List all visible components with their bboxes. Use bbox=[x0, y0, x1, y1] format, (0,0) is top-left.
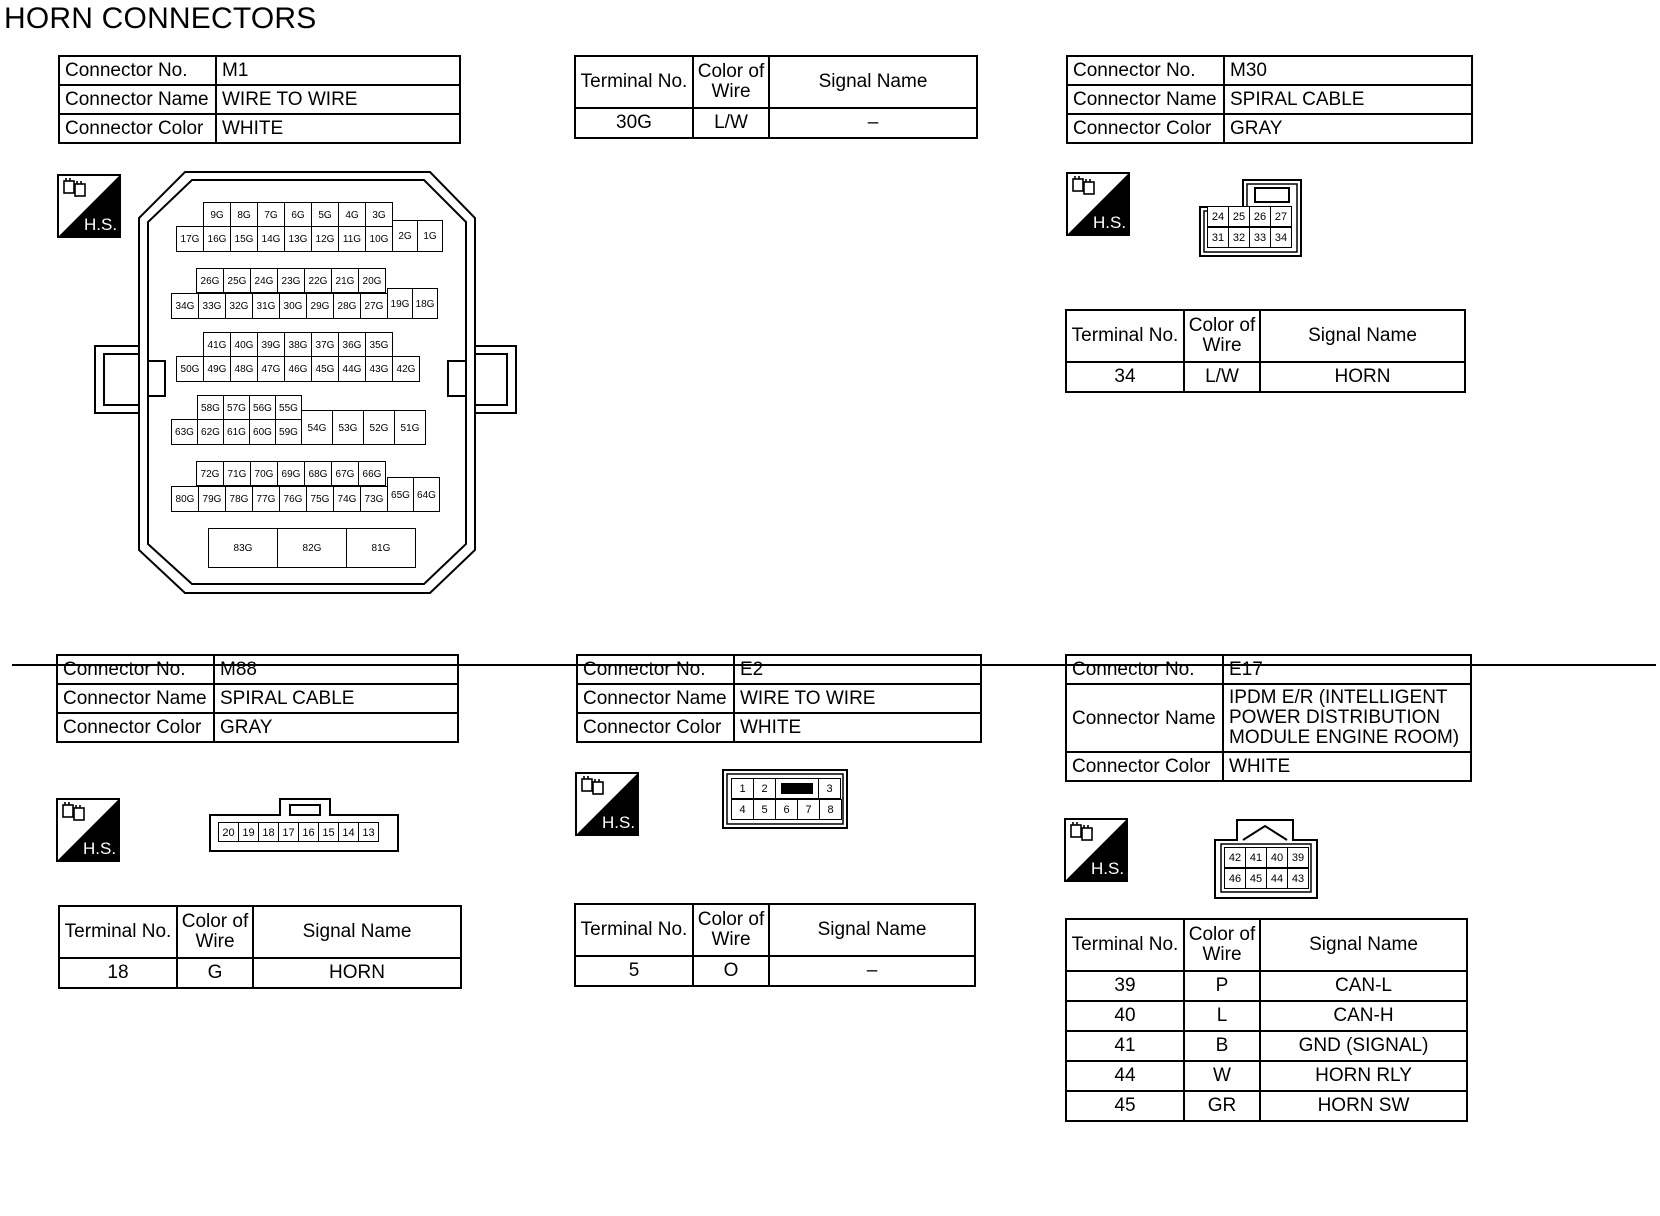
terminal-pin: 38G bbox=[284, 332, 312, 357]
m1-wire-cell: L/W bbox=[693, 108, 769, 138]
e2-info-table bbox=[576, 654, 982, 743]
terminal-pin: 71G bbox=[223, 461, 251, 486]
m30-info-table bbox=[1066, 55, 1473, 144]
terminal-pin: 23G bbox=[277, 268, 305, 293]
m88-terminal-cell: 18 bbox=[59, 958, 177, 988]
terminal-pin: 39G bbox=[257, 332, 285, 357]
terminal-pin: 41 bbox=[1245, 847, 1267, 868]
terminal-pin: 78G bbox=[225, 486, 253, 512]
page-title: HORN CONNECTORS bbox=[4, 2, 317, 35]
terminal-pin: 46G bbox=[284, 356, 312, 382]
terminal-pin: 69G bbox=[277, 461, 305, 486]
e17-terminal-header: Terminal No. bbox=[1066, 919, 1184, 971]
terminal-pin: 16G bbox=[203, 226, 231, 252]
e17-signal-cell: HORN RLY bbox=[1260, 1061, 1467, 1091]
terminal-pin: 3 bbox=[818, 778, 841, 799]
m1-no-value: M1 bbox=[216, 56, 460, 85]
m88-signal-header: Signal Name bbox=[253, 906, 461, 958]
m1-signal-table bbox=[574, 55, 978, 139]
terminal-pin: 54G bbox=[301, 410, 333, 445]
m88-name-label: Connector Name bbox=[57, 684, 214, 713]
terminal-pin: 19 bbox=[238, 822, 259, 842]
terminal-pin: 25 bbox=[1228, 206, 1250, 227]
terminal-pin: 77G bbox=[252, 486, 280, 512]
e17-wire-cell: P bbox=[1184, 971, 1260, 1001]
terminal-pin: 82G bbox=[277, 528, 347, 568]
terminal-pin: 24G bbox=[250, 268, 278, 293]
terminal-pin: 36G bbox=[338, 332, 366, 357]
m1-color-label: Connector Color bbox=[59, 114, 216, 143]
terminal-pin: 75G bbox=[306, 486, 334, 512]
terminal-pin: 1G bbox=[417, 220, 443, 252]
blocked-cavity bbox=[775, 778, 819, 799]
terminal-pin: 15 bbox=[318, 822, 339, 842]
terminal-pin: 67G bbox=[331, 461, 359, 486]
hs-label: H.S. bbox=[84, 215, 118, 234]
terminal-pin: 62G bbox=[197, 419, 224, 445]
terminal-pin: 2G bbox=[392, 220, 418, 252]
harness-side-icon bbox=[1066, 172, 1130, 236]
m30-terminal-cell: 34 bbox=[1066, 362, 1184, 392]
terminal-pin: 81G bbox=[346, 528, 416, 568]
terminal-pin: 39 bbox=[1287, 847, 1309, 868]
e17-color-label: Connector Color bbox=[1066, 752, 1223, 781]
terminal-pin: 27 bbox=[1270, 206, 1292, 227]
terminal-pin: 20G bbox=[358, 268, 386, 293]
e2-signal-table bbox=[574, 903, 976, 987]
terminal-pin: 34 bbox=[1270, 227, 1292, 248]
terminal-pin: 29G bbox=[306, 293, 334, 319]
terminal-pin: 83G bbox=[208, 528, 278, 568]
terminal-pin: 46 bbox=[1224, 868, 1246, 889]
m1-wire-header: Color of Wire bbox=[693, 56, 769, 108]
table-row bbox=[1066, 1031, 1467, 1061]
terminal-pin: 16 bbox=[298, 822, 319, 842]
m30-name-label: Connector Name bbox=[1067, 85, 1224, 114]
terminal-pin: 53G bbox=[332, 410, 364, 445]
terminal-pin: 21G bbox=[331, 268, 359, 293]
table-row bbox=[575, 108, 977, 138]
terminal-pin: 60G bbox=[249, 419, 276, 445]
m1-signal-cell: – bbox=[769, 108, 977, 138]
m1-color-value: WHITE bbox=[216, 114, 460, 143]
e2-color-value: WHITE bbox=[734, 713, 981, 742]
m88-color-label: Connector Color bbox=[57, 713, 214, 742]
table-row bbox=[1066, 362, 1465, 392]
hs-label: H.S. bbox=[602, 813, 636, 832]
terminal-pin: 24 bbox=[1207, 206, 1229, 227]
hs-label: H.S. bbox=[83, 839, 117, 858]
e17-terminal-cell: 44 bbox=[1066, 1061, 1184, 1091]
e2-name-label: Connector Name bbox=[577, 684, 734, 713]
m88-terminal-header: Terminal No. bbox=[59, 906, 177, 958]
e2-color-label: Connector Color bbox=[577, 713, 734, 742]
terminal-pin: 61G bbox=[223, 419, 250, 445]
table-row bbox=[1066, 1001, 1467, 1031]
harness-side-icon bbox=[1064, 818, 1128, 882]
terminal-pin: 80G bbox=[171, 486, 199, 512]
e17-signal-cell: CAN-L bbox=[1260, 971, 1467, 1001]
m88-no-value: M88 bbox=[214, 655, 458, 684]
terminal-pin: 19G bbox=[387, 288, 413, 319]
terminal-pin: 37G bbox=[311, 332, 339, 357]
e2-signal-cell: – bbox=[769, 956, 975, 986]
terminal-pin: 2 bbox=[753, 778, 776, 799]
e17-signal-cell: GND (SIGNAL) bbox=[1260, 1031, 1467, 1061]
m30-no-label: Connector No. bbox=[1067, 56, 1224, 85]
m30-wire-cell: L/W bbox=[1184, 362, 1260, 392]
e17-signal-cell: CAN-H bbox=[1260, 1001, 1467, 1031]
terminal-pin: 73G bbox=[360, 486, 388, 512]
terminal-pin: 43G bbox=[365, 356, 393, 382]
e17-no-label: Connector No. bbox=[1066, 655, 1223, 684]
m1-terminal-header: Terminal No. bbox=[575, 56, 693, 108]
terminal-pin: 47G bbox=[257, 356, 285, 382]
e17-name-label: Connector Name bbox=[1066, 684, 1223, 752]
terminal-pin: 63G bbox=[171, 419, 198, 445]
terminal-pin: 26 bbox=[1249, 206, 1271, 227]
terminal-pin: 35G bbox=[365, 332, 393, 357]
terminal-pin: 57G bbox=[223, 395, 250, 420]
terminal-pin: 26G bbox=[196, 268, 224, 293]
terminal-pin: 68G bbox=[304, 461, 332, 486]
terminal-pin: 17G bbox=[176, 226, 204, 252]
terminal-pin: 3G bbox=[365, 202, 393, 227]
terminal-pin: 42 bbox=[1224, 847, 1246, 868]
terminal-pin: 9G bbox=[203, 202, 231, 227]
terminal-pin: 31 bbox=[1207, 227, 1229, 248]
e17-wire-cell: L bbox=[1184, 1001, 1260, 1031]
terminal-pin: 41G bbox=[203, 332, 231, 357]
table-row bbox=[1066, 1091, 1467, 1121]
e2-signal-header: Signal Name bbox=[769, 904, 975, 956]
terminal-pin: 50G bbox=[176, 356, 204, 382]
terminal-pin: 55G bbox=[275, 395, 302, 420]
m30-signal-header: Signal Name bbox=[1260, 310, 1465, 362]
e17-no-value: E17 bbox=[1223, 655, 1471, 684]
terminal-pin: 13 bbox=[358, 822, 379, 842]
m88-name-value: SPIRAL CABLE bbox=[214, 684, 458, 713]
e2-name-value: WIRE TO WIRE bbox=[734, 684, 981, 713]
m1-no-label: Connector No. bbox=[59, 56, 216, 85]
terminal-pin: 18G bbox=[412, 288, 438, 319]
terminal-pin: 7G bbox=[257, 202, 285, 227]
terminal-pin: 30G bbox=[279, 293, 307, 319]
e17-signal-header: Signal Name bbox=[1260, 919, 1467, 971]
m30-color-value: GRAY bbox=[1224, 114, 1472, 143]
terminal-pin: 72G bbox=[196, 461, 224, 486]
terminal-pin: 28G bbox=[333, 293, 361, 319]
m30-name-value: SPIRAL CABLE bbox=[1224, 85, 1472, 114]
e2-no-label: Connector No. bbox=[577, 655, 734, 684]
table-row bbox=[59, 958, 461, 988]
table-row bbox=[575, 956, 975, 986]
terminal-pin: 48G bbox=[230, 356, 258, 382]
e17-signal-cell: HORN SW bbox=[1260, 1091, 1467, 1121]
terminal-pin: 59G bbox=[275, 419, 302, 445]
e17-wire-cell: GR bbox=[1184, 1091, 1260, 1121]
terminal-pin: 40G bbox=[230, 332, 258, 357]
m88-color-value: GRAY bbox=[214, 713, 458, 742]
terminal-pin: 45G bbox=[311, 356, 339, 382]
terminal-pin: 44 bbox=[1266, 868, 1288, 889]
terminal-pin: 45 bbox=[1245, 868, 1267, 889]
terminal-pin: 34G bbox=[171, 293, 199, 319]
e2-wire-cell: O bbox=[693, 956, 769, 986]
table-row bbox=[1066, 1061, 1467, 1091]
m30-signal-table bbox=[1065, 309, 1466, 393]
terminal-pin: 4G bbox=[338, 202, 366, 227]
e17-terminal-cell: 45 bbox=[1066, 1091, 1184, 1121]
terminal-pin: 15G bbox=[230, 226, 258, 252]
terminal-pin: 58G bbox=[197, 395, 224, 420]
terminal-pin: 33 bbox=[1249, 227, 1271, 248]
m1-name-value: WIRE TO WIRE bbox=[216, 85, 460, 114]
m1-info-table bbox=[58, 55, 461, 144]
terminal-pin: 40 bbox=[1266, 847, 1288, 868]
terminal-pin: 6 bbox=[775, 799, 798, 820]
e2-wire-header: Color of Wire bbox=[693, 904, 769, 956]
m1-signal-header: Signal Name bbox=[769, 56, 977, 108]
terminal-pin: 8 bbox=[819, 799, 842, 820]
terminal-pin: 11G bbox=[338, 226, 366, 252]
e17-wire-cell: W bbox=[1184, 1061, 1260, 1091]
terminal-pin: 1 bbox=[731, 778, 754, 799]
harness-side-icon bbox=[56, 798, 120, 862]
e2-terminal-header: Terminal No. bbox=[575, 904, 693, 956]
hs-label: H.S. bbox=[1093, 213, 1127, 232]
terminal-pin: 5 bbox=[753, 799, 776, 820]
terminal-pin: 7 bbox=[797, 799, 820, 820]
m30-signal-cell: HORN bbox=[1260, 362, 1465, 392]
m88-no-label: Connector No. bbox=[57, 655, 214, 684]
e2-terminal-cell: 5 bbox=[575, 956, 693, 986]
terminal-pin: 13G bbox=[284, 226, 312, 252]
e17-terminal-cell: 40 bbox=[1066, 1001, 1184, 1031]
e17-wire-header: Color of Wire bbox=[1184, 919, 1260, 971]
hs-label: H.S. bbox=[1091, 859, 1125, 878]
m30-no-value: M30 bbox=[1224, 56, 1472, 85]
terminal-pin: 32G bbox=[225, 293, 253, 319]
m30-color-label: Connector Color bbox=[1067, 114, 1224, 143]
m88-signal-table bbox=[58, 905, 462, 989]
terminal-pin: 79G bbox=[198, 486, 226, 512]
terminal-pin: 32 bbox=[1228, 227, 1250, 248]
terminal-pin: 10G bbox=[365, 226, 393, 252]
terminal-pin: 56G bbox=[249, 395, 276, 420]
terminal-pin: 74G bbox=[333, 486, 361, 512]
m30-wire-header: Color of Wire bbox=[1184, 310, 1260, 362]
m88-info-table bbox=[56, 654, 459, 743]
terminal-pin: 70G bbox=[250, 461, 278, 486]
table-row bbox=[1066, 971, 1467, 1001]
terminal-pin: 12G bbox=[311, 226, 339, 252]
terminal-pin: 25G bbox=[223, 268, 251, 293]
terminal-pin: 65G bbox=[387, 477, 414, 512]
terminal-pin: 14G bbox=[257, 226, 285, 252]
terminal-pin: 52G bbox=[363, 410, 395, 445]
terminal-pin: 33G bbox=[198, 293, 226, 319]
terminal-pin: 43 bbox=[1287, 868, 1309, 889]
e17-terminal-cell: 39 bbox=[1066, 971, 1184, 1001]
terminal-pin: 66G bbox=[358, 461, 386, 486]
terminal-pin: 18 bbox=[258, 822, 279, 842]
m88-wire-header: Color of Wire bbox=[177, 906, 253, 958]
terminal-pin: 44G bbox=[338, 356, 366, 382]
e17-name-value: IPDM E/R (INTELLIGENT POWER DISTRIBUTION MODULE ENGINE ROOM) bbox=[1223, 684, 1471, 752]
terminal-pin: 51G bbox=[394, 410, 426, 445]
m88-signal-cell: HORN bbox=[253, 958, 461, 988]
terminal-pin: 42G bbox=[392, 356, 420, 382]
m1-terminal-cell: 30G bbox=[575, 108, 693, 138]
e17-signal-table bbox=[1065, 918, 1468, 1122]
m88-wire-cell: G bbox=[177, 958, 253, 988]
terminal-pin: 8G bbox=[230, 202, 258, 227]
terminal-pin: 5G bbox=[311, 202, 339, 227]
terminal-pin: 76G bbox=[279, 486, 307, 512]
e17-color-value: WHITE bbox=[1223, 752, 1471, 781]
m1-name-label: Connector Name bbox=[59, 85, 216, 114]
terminal-pin: 22G bbox=[304, 268, 332, 293]
m30-terminal-header: Terminal No. bbox=[1066, 310, 1184, 362]
e17-terminal-cell: 41 bbox=[1066, 1031, 1184, 1061]
terminal-pin: 6G bbox=[284, 202, 312, 227]
terminal-pin: 14 bbox=[338, 822, 359, 842]
terminal-pin: 49G bbox=[203, 356, 231, 382]
terminal-pin: 4 bbox=[731, 799, 754, 820]
terminal-pin: 31G bbox=[252, 293, 280, 319]
terminal-pin: 20 bbox=[218, 822, 239, 842]
e17-info-table bbox=[1065, 654, 1472, 782]
terminal-pin: 17 bbox=[278, 822, 299, 842]
e17-wire-cell: B bbox=[1184, 1031, 1260, 1061]
e2-no-value: E2 bbox=[734, 655, 981, 684]
terminal-pin: 64G bbox=[413, 477, 440, 512]
harness-side-icon bbox=[575, 772, 639, 836]
terminal-pin: 27G bbox=[360, 293, 388, 319]
